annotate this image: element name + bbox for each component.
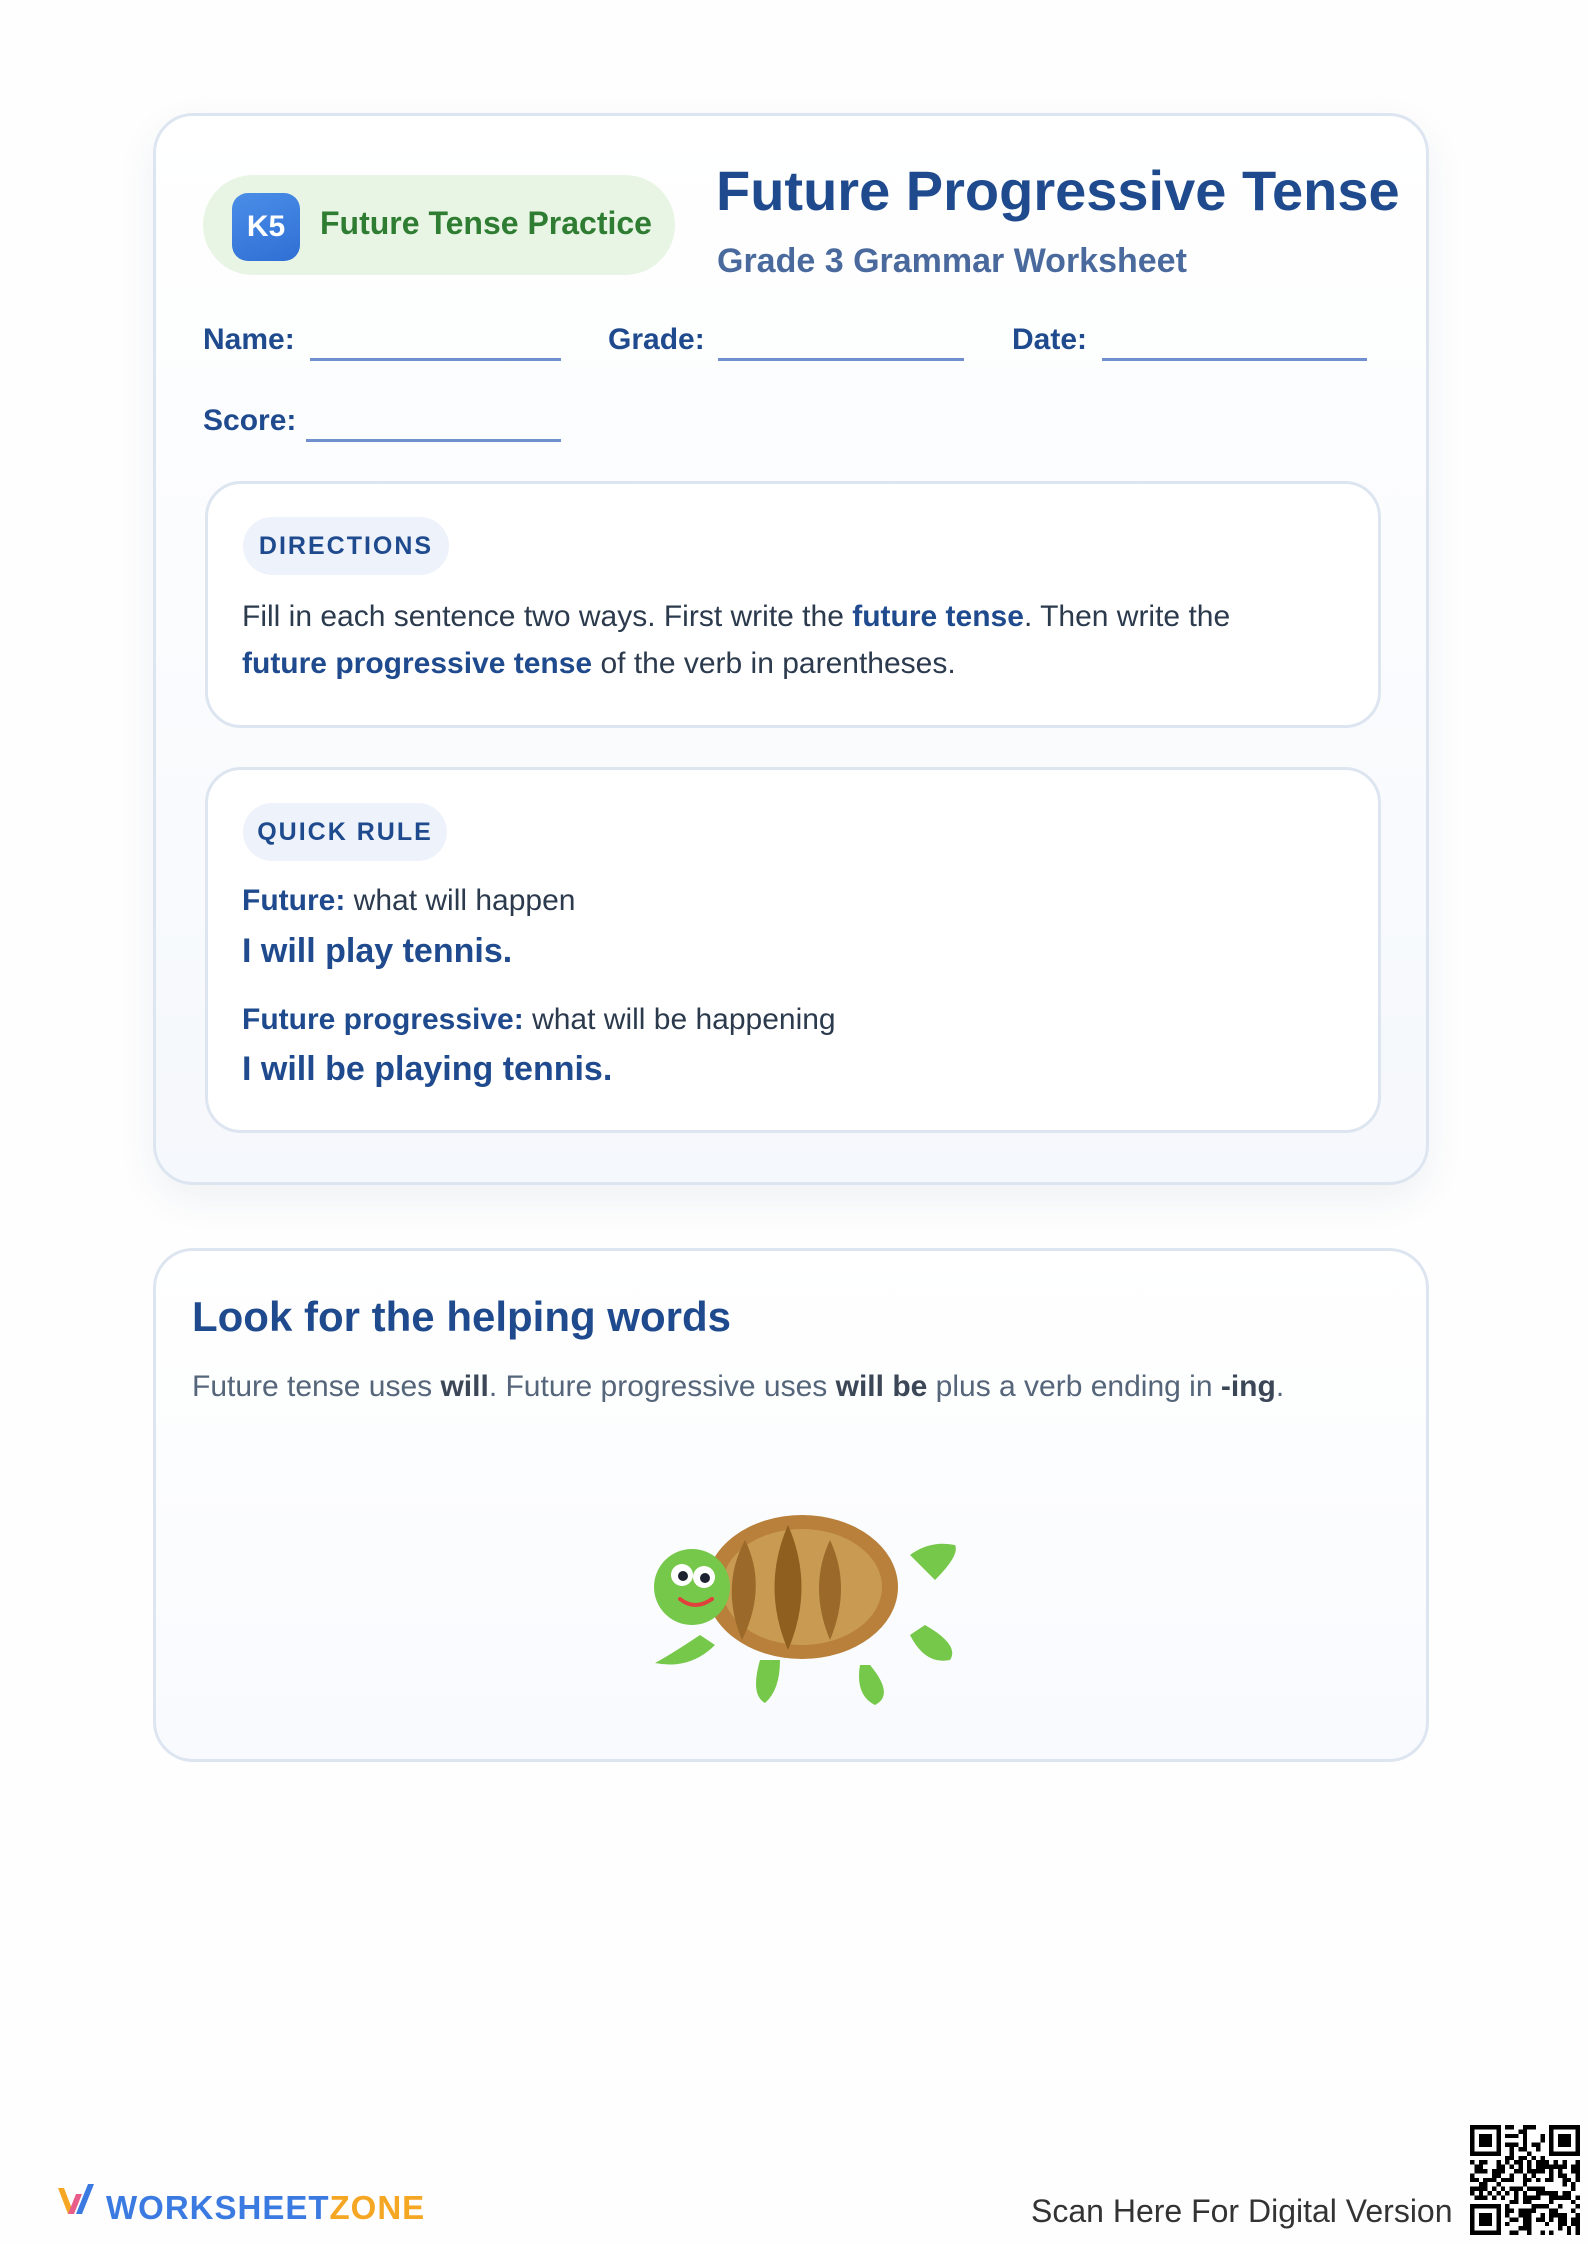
tip-keyword-ing: -ing (1220, 1370, 1276, 1403)
brand-part-2: ZONE (329, 2189, 426, 2226)
tip-text-part: . (1275, 1370, 1285, 1403)
qr-code-icon[interactable] (1470, 2125, 1580, 2235)
tip-text-part: . Future progressive uses (488, 1370, 836, 1403)
grade-level-badge: K5 (232, 193, 300, 261)
directions-tag: DIRECTIONS (243, 517, 449, 575)
quick-rule-tag: QUICK RULE (243, 803, 447, 861)
directions-text: Fill in each sentence two ways. First write the (242, 600, 853, 633)
scan-text: Scan Here For Digital Version (1031, 2193, 1453, 2229)
progressive-label: Future progressive: (242, 1003, 524, 1036)
tip-title: Look for the helping words (192, 1293, 731, 1340)
future-label: Future: (242, 884, 346, 917)
score-field[interactable] (306, 439, 561, 442)
score-label: Score: (203, 404, 297, 437)
directions-text: of the verb in parentheses. (592, 647, 956, 680)
progressive-definition (242, 996, 836, 1043)
future-definition-text: what will happen (345, 884, 576, 917)
directions-line-1 (242, 593, 1230, 640)
directions-line-2 (242, 640, 956, 687)
brand-name (106, 2189, 425, 2227)
page-subtitle: Grade 3 Grammar Worksheet (717, 242, 1187, 280)
grade-field[interactable] (718, 358, 964, 361)
progressive-definition-text: what will be happening (523, 1003, 836, 1036)
tip-text (192, 1370, 1284, 1404)
date-field[interactable] (1102, 358, 1367, 361)
topic-label: Future Tense Practice (320, 205, 652, 241)
worksheetzone-logo-icon (56, 2180, 96, 2220)
brand-part-1: WORKSHEET (106, 2189, 330, 2226)
progressive-example: I will be playing tennis. (242, 1050, 613, 1088)
tip-text-part: Future tense uses (192, 1370, 441, 1403)
grade-label: Grade: (608, 323, 705, 356)
directions-highlight-progressive: future progressive tense (242, 647, 593, 680)
name-field[interactable] (310, 358, 561, 361)
future-definition (242, 877, 575, 924)
tip-text-part: plus a verb ending in (927, 1370, 1221, 1403)
tip-keyword-will-be: will be (835, 1370, 928, 1403)
turtle-illustration (630, 1495, 970, 1715)
name-label: Name: (203, 323, 295, 356)
date-label: Date: (1012, 323, 1088, 356)
directions-text: . Then write the (1023, 600, 1231, 633)
directions-highlight-future: future tense (852, 600, 1024, 633)
tip-keyword-will: will (440, 1370, 489, 1403)
page-title: Future Progressive Tense (716, 159, 1400, 222)
future-example: I will play tennis. (242, 932, 513, 970)
